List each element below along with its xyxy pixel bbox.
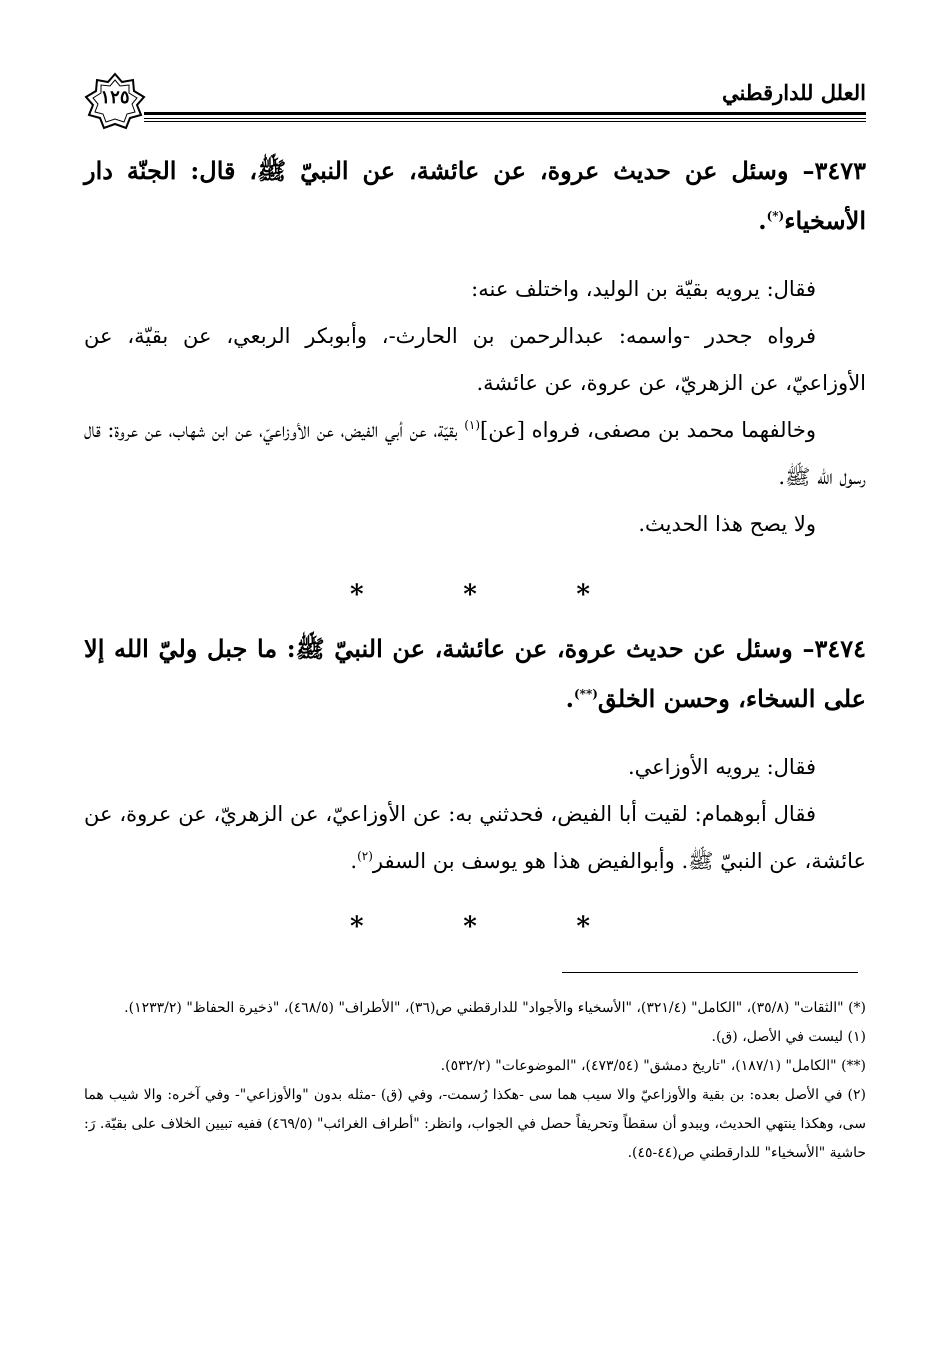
entry-heading-text: وسئل عن حديث عروة، عن عائشة، عن النبيّ ﷺ: ما جبل وليّ الله إلا على السخاء، وحسن الخلق xyxy=(84,634,866,713)
entry-3473 xyxy=(84,146,866,548)
asterisk-icon: * xyxy=(576,912,590,942)
header-rule xyxy=(144,121,866,122)
book-title: العلل للدارقطني xyxy=(722,80,866,105)
asterisk-icon: * xyxy=(350,580,364,610)
header-rule xyxy=(144,118,866,119)
entry-heading xyxy=(84,146,866,246)
footnote: (*) "الثقات" (٣٥/٨)، "الكامل" (٣٢١/٤)، "الأسخياء والأجواد" للدارقطني ص(٣٦)، "الأطراف" (٤٦٨/٥)، "ذخيرة الحفاظ" (١٢٣٣/٢). xyxy=(124,1000,866,1016)
paragraph xyxy=(84,791,866,885)
paragraph-text: بقيّة، عن أبي الفيض، عن الأوزاعيّ، عن ابن شهاب، عن عروة: قال رسول الله ﷺ. xyxy=(84,418,866,489)
asterisk-icon: * xyxy=(463,912,477,942)
paragraph: فقال: يرويه بقيّة بن الوليد، واختلف عنه: xyxy=(471,277,816,301)
footnote: (**) "الكامل" (١٨٧/١)، "تاريخ دمشق" (٤٧٣/٥٤)، "الموضوعات" (٥٣٢/٢). xyxy=(440,1058,866,1074)
footnote: (٢) في الأصل بعده: بن بقية والأوزاعيّ والا سيب هما سى -هكذا رُسمت-، وفي (ق) -مثله بدون "والأوزاعي"- وفي آخره: والا شيب هما سى، وهكذا ينتهي الحديث، ويبدو أن سقطاً وتحريفاً حصل في الجواب، وانظر: "أطراف الغرائب" (٤٦٩/٥) ففيه تبيين الخلاف على بقيّة. رَ: حاشية "الأسخياء" للدارقطني ص(٤٤-٤٥). xyxy=(84,1087,866,1161)
paragraph-text: فقال أبوهمام: لقيت أبا الفيض، فحدثني به: عن الأوزاعيّ، عن الزهريّ، عن عروة، عن عائشة، عن النبيّ ﷺ. وأبوالفيض هذا هو يوسف بن السفر xyxy=(84,802,866,873)
paragraph xyxy=(84,407,866,501)
page-number: ١٢٥ xyxy=(100,87,130,108)
footnote-marker: (*) xyxy=(766,209,785,223)
entry-3474 xyxy=(84,624,866,885)
section-separator xyxy=(350,582,590,608)
paragraph: فرواه جحدر -واسمه: عبدالرحمن بن الحارث-، وأبوبكر الربعي، عن بقيّة، عن الأوزاعيّ، عن الزهريّ، عن عروة، عن عائشة. xyxy=(84,324,866,395)
paragraph: فقال: يرويه الأوزاعي. xyxy=(627,755,816,779)
footnote-divider xyxy=(562,972,858,973)
footnote: (١) ليست في الأصل، (ق). xyxy=(711,1029,866,1045)
page-header xyxy=(84,72,866,132)
header-rule xyxy=(144,112,866,115)
entry-heading-text: وسئل عن حديث عروة، عن عائشة، عن النبيّ ﷺ، قال: الجنّة دار الأسخياء xyxy=(84,156,866,235)
asterisk-icon: * xyxy=(350,912,364,942)
entry-number: ٣٤٧٣– xyxy=(802,156,866,185)
paragraph-text: . xyxy=(350,849,358,873)
footnote-marker: (٢) xyxy=(357,849,373,863)
footnote-marker: (**) xyxy=(573,687,598,701)
paragraph: ولا يصح هذا الحديث. xyxy=(638,512,816,536)
footnotes xyxy=(84,994,866,1168)
footnote-marker: (١) xyxy=(464,418,481,432)
page-number-badge xyxy=(84,72,146,132)
section-separator xyxy=(350,914,590,940)
entry-heading xyxy=(84,624,866,724)
entry-number: ٣٤٧٤– xyxy=(802,634,866,663)
asterisk-icon: * xyxy=(576,580,590,610)
paragraph-text: وخالفهما محمد بن مصفى، فرواه [عن] xyxy=(480,418,817,442)
entry-heading-end: . xyxy=(758,206,767,235)
asterisk-icon: * xyxy=(463,580,477,610)
entry-heading-end: . xyxy=(565,684,574,713)
